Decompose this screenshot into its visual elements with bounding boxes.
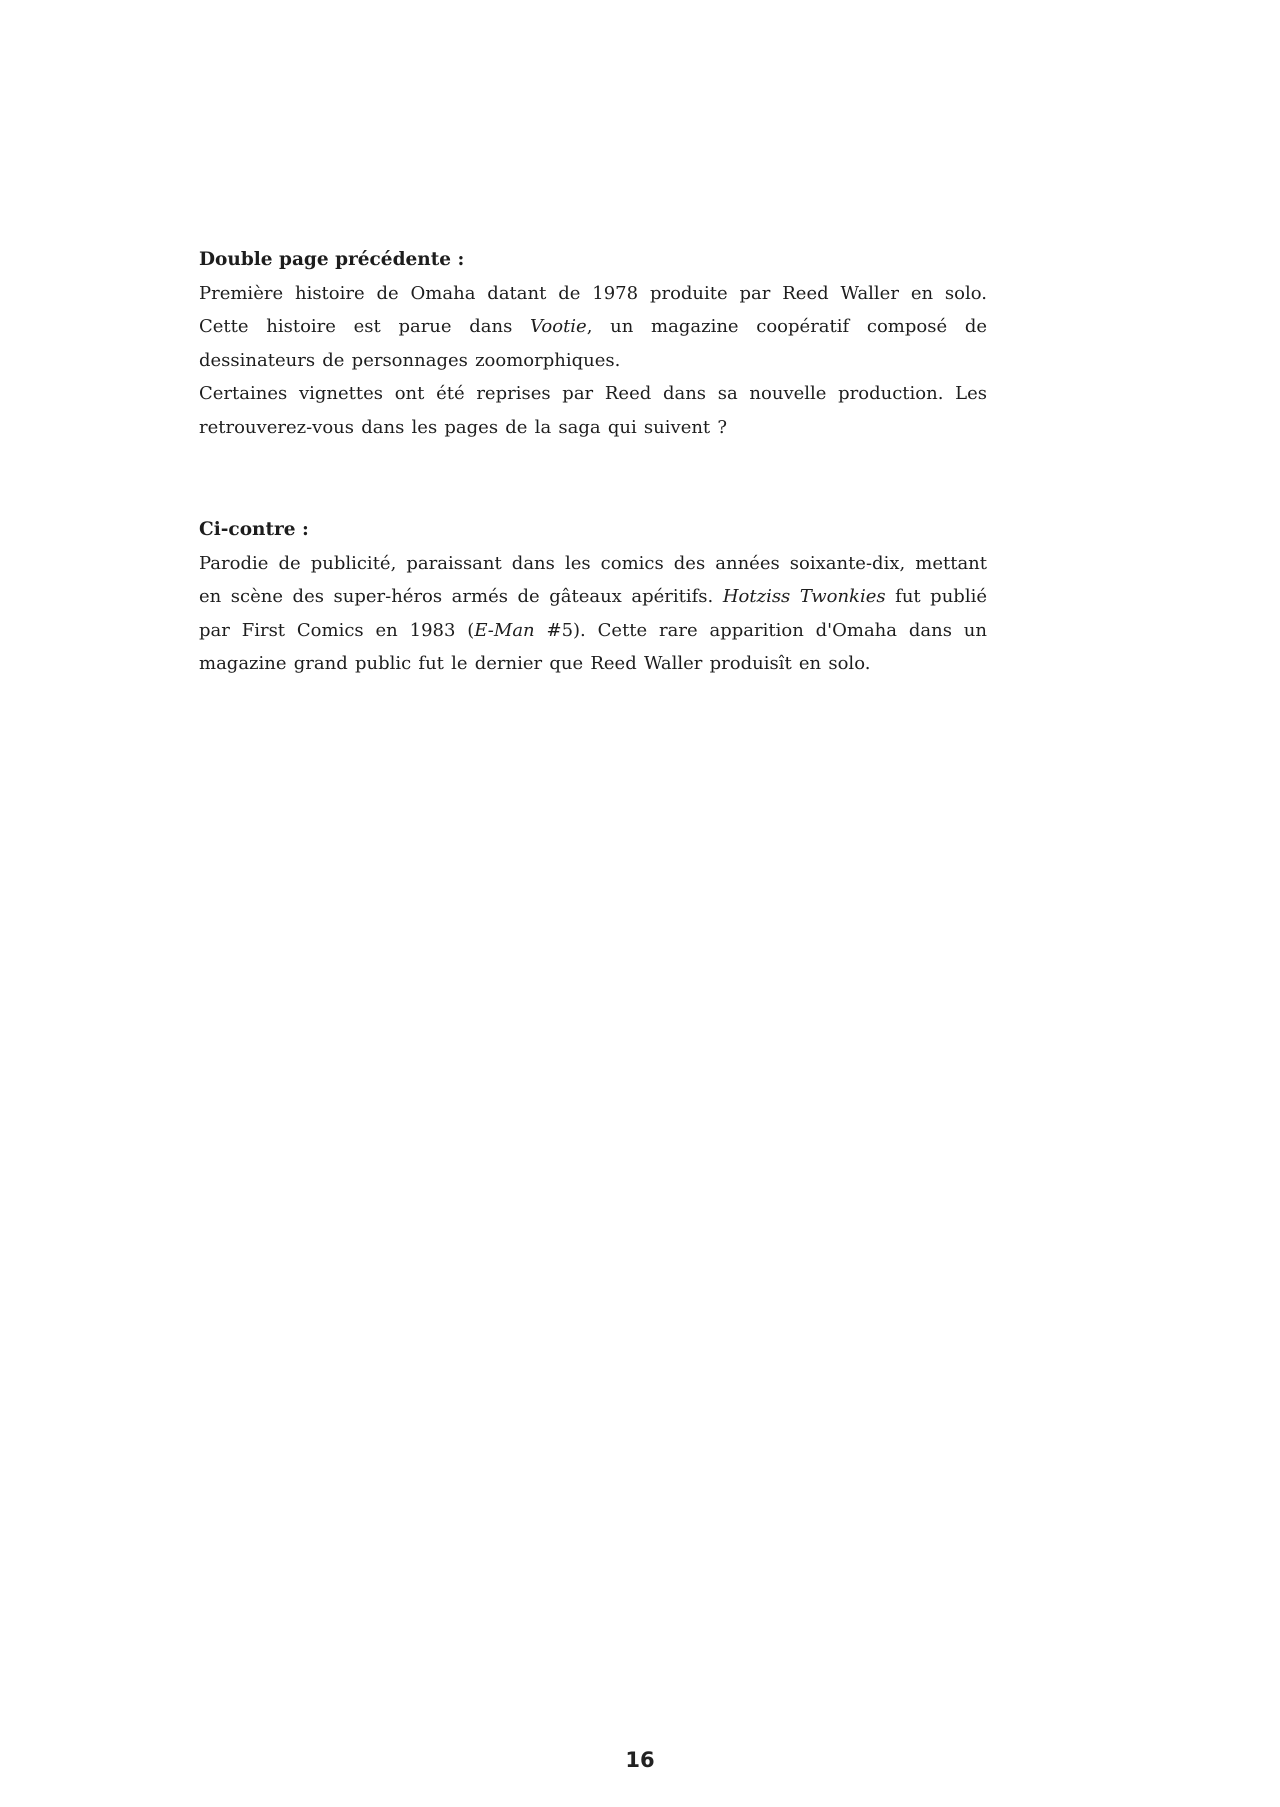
paragraph: [199, 547, 987, 681]
caption-section: [199, 513, 987, 681]
text-block: [199, 243, 987, 681]
paragraph: [199, 377, 987, 444]
italic-title-text: E-Man: [474, 619, 535, 641]
caption-section: [199, 243, 987, 444]
text-run: Certaines vignettes ont été reprises par Reed dans sa nouvelle production. Les retrouverez-vous dans les pages de la saga qui suivent ?: [199, 383, 987, 438]
paragraph: [199, 277, 987, 378]
italic-title-text: Vootie: [530, 316, 587, 337]
text-run: Parodie de publicité, paraissant dans les comics des années soixante-dix, mettant en scène des super-héros armés de gâteaux apéritifs.: [199, 552, 987, 607]
text-run: #5). Cette rare apparition d'Omaha dans un magazine grand public fut le dernier que Reed Waller produisît en solo.: [199, 619, 987, 674]
section-heading: Ci-contre :: [199, 519, 309, 540]
italic-title-text: Hotziss Twonkies: [722, 586, 886, 607]
page-number: 16: [625, 1748, 655, 1772]
text-run: , un magazine coopératif composé de dessinateurs de personnages zoomorphiques.: [199, 316, 988, 371]
text-run: Première histoire de Omaha datant de 1978 produite par Reed Waller en solo. Cette histoire est parue dans: [199, 282, 987, 337]
section-heading: Double page précédente :: [199, 249, 465, 270]
text-run: fut publié par First Comics en 1983 (: [199, 586, 987, 641]
